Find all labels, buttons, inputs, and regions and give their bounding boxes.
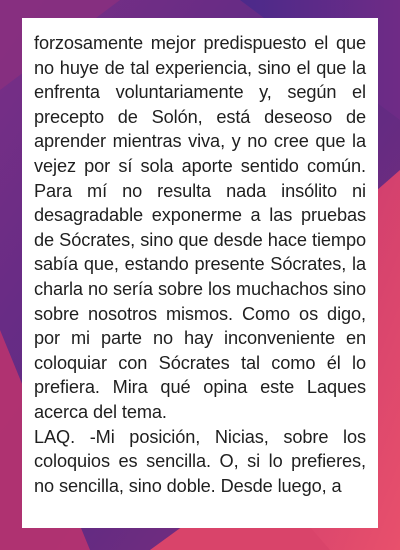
paragraph-nicias: forzosamente mejor predispuesto el que no huye de tal experiencia, sino el que la enfrenta voluntariamente y, según el precepto de Solón, está deseoso de aprender mientras viva, y no cree que la vejez por sí sola aporte sentido común. Para mí no resulta nada insólito ni desagradable exponerme a las pruebas de Sócrates, sino que desde hace tiempo sabía que, estando presente Sócrates, la charla no sería sobre los muchachos sino sobre nosotros mismos. Como os digo, por mi parte no hay inconveniente en coloquiar con Sócrates tal como él lo prefiera. Mira qué opina este Laques acerca del tema. <box>34 33 366 422</box>
paragraph-laques: LAQ. -Mi posición, Nicias, sobre los coloquios es sencilla. O, si lo prefieres, no sencilla, sino doble. Desde luego, a <box>34 426 366 496</box>
document-page <box>22 18 378 528</box>
